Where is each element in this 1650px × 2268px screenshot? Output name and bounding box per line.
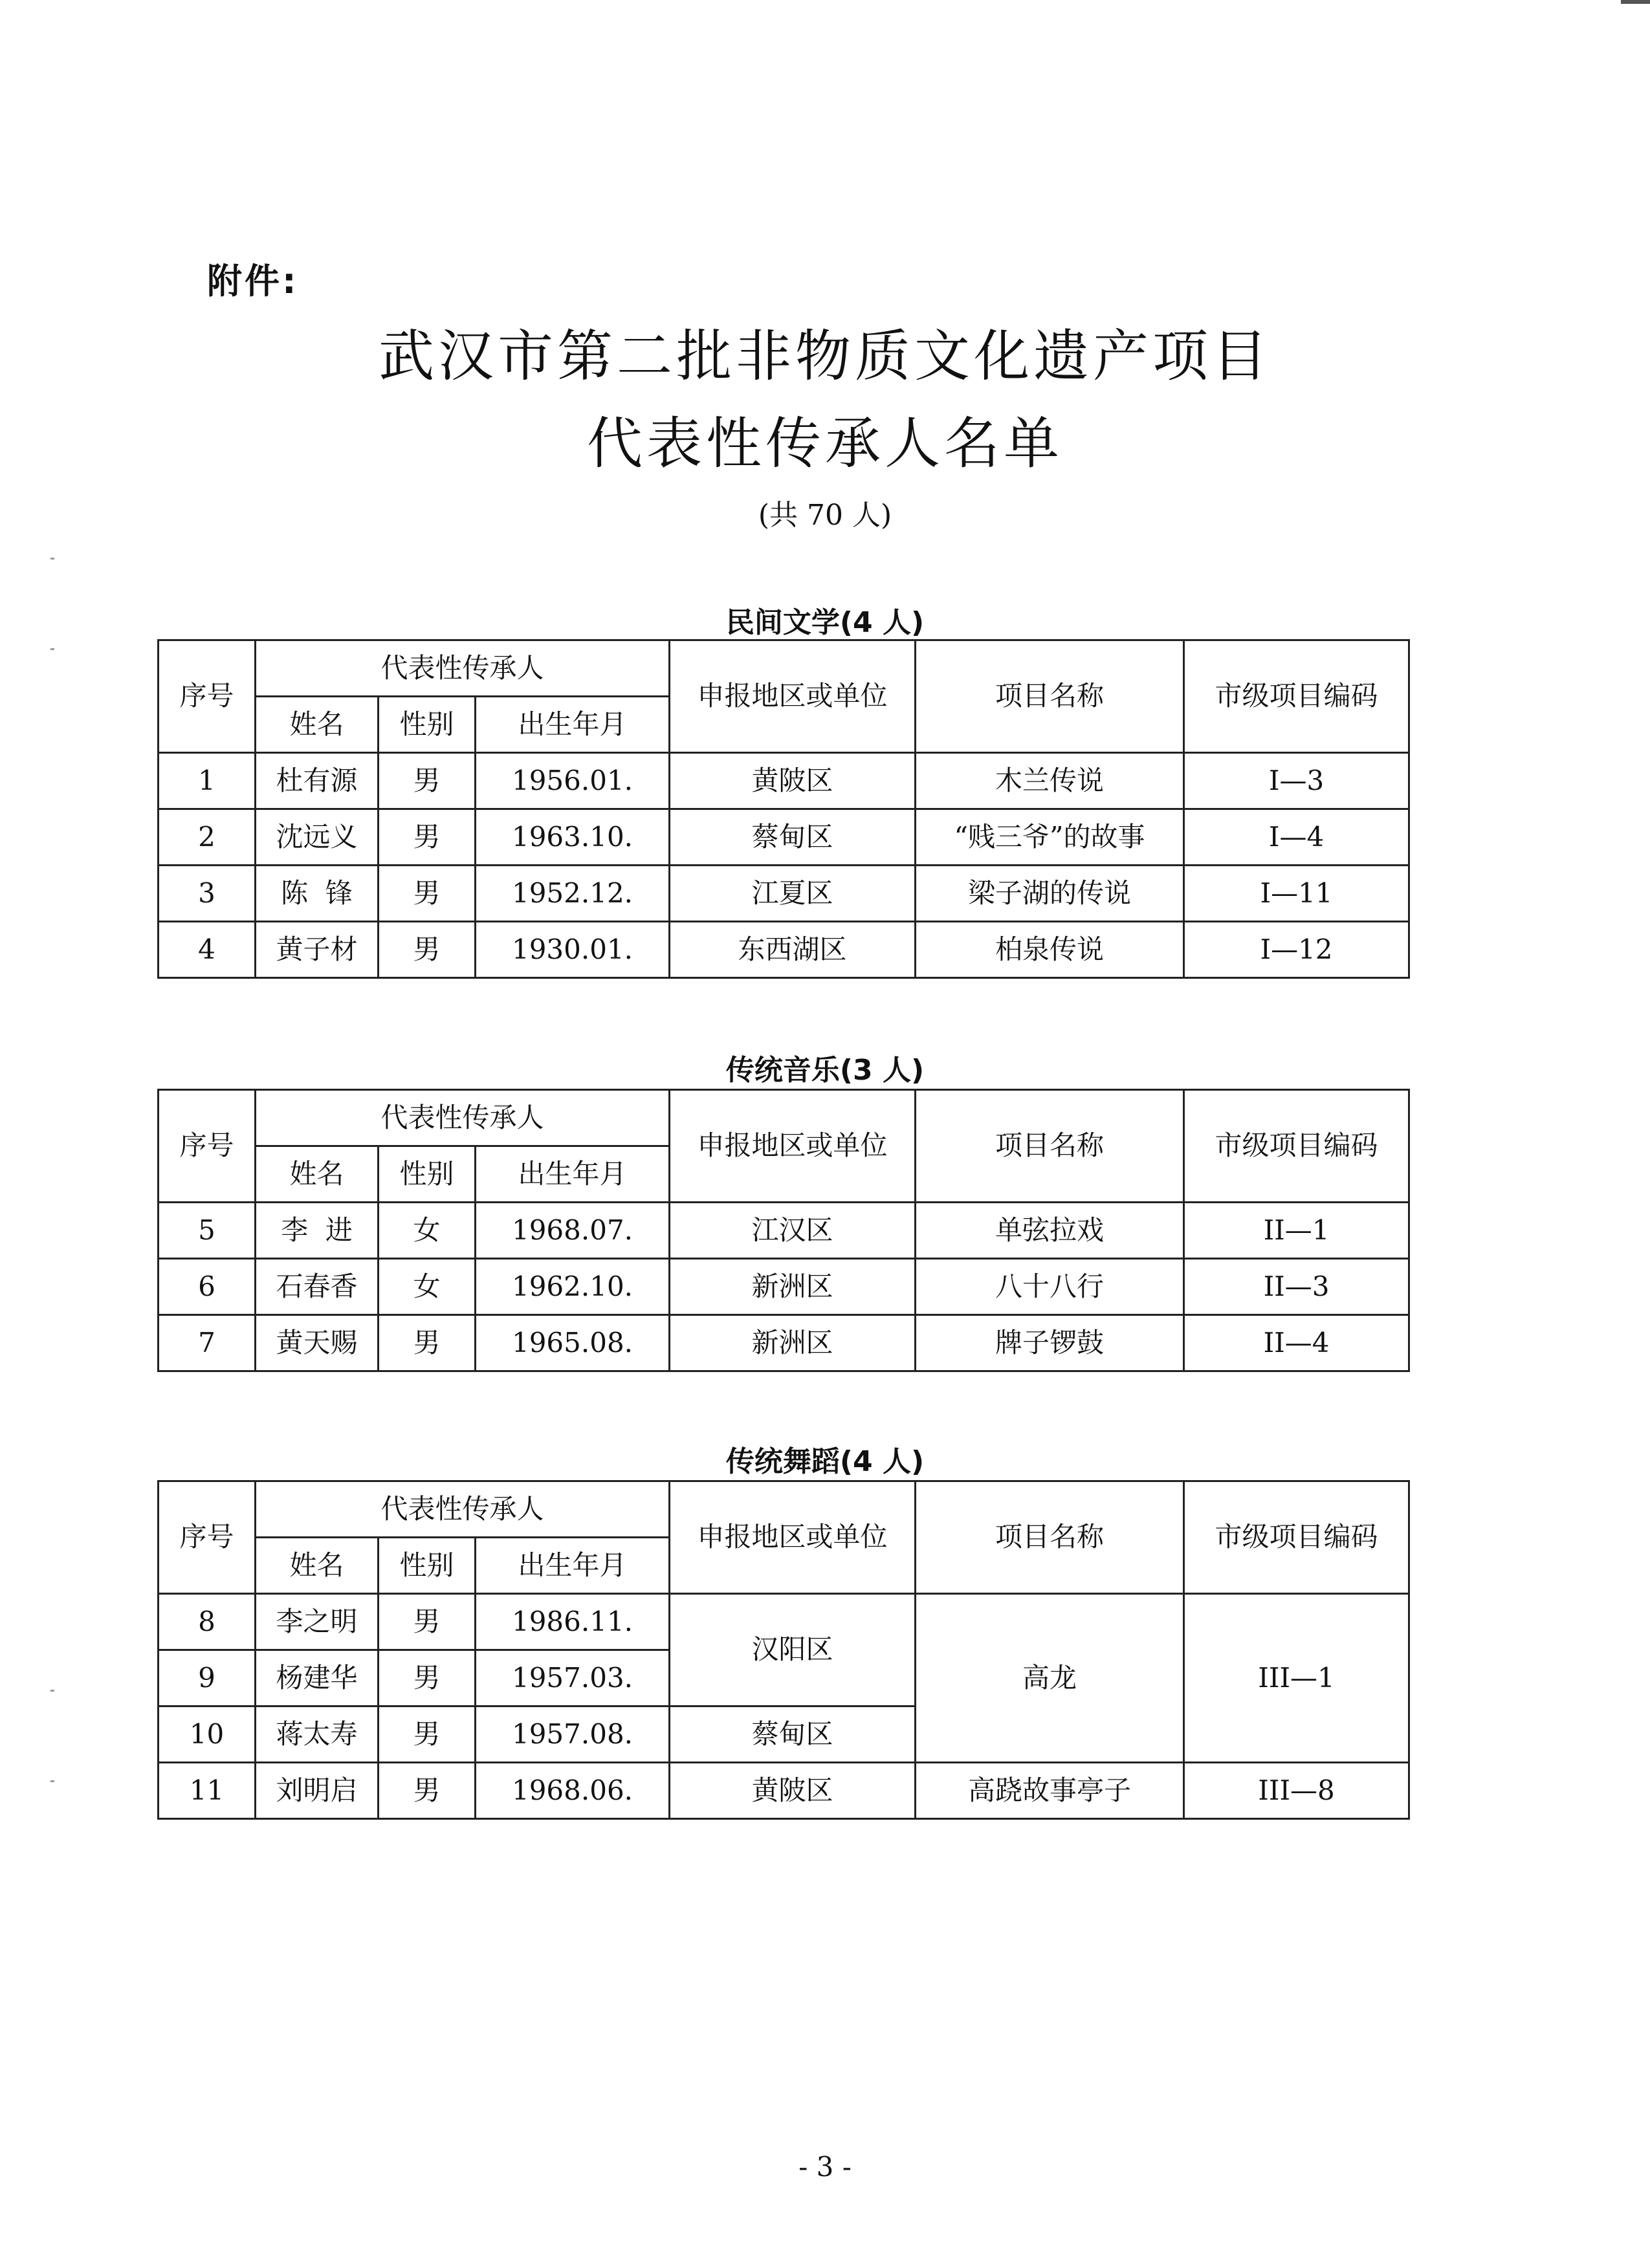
- cell-birth: 1962.10.: [476, 1259, 670, 1315]
- cell-seq: 10: [159, 1706, 256, 1763]
- cell-gender: 男: [379, 1594, 476, 1650]
- cell-region-merged: 汉阳区: [670, 1594, 916, 1706]
- cell-region: 新洲区: [670, 1259, 916, 1315]
- header-gender: 性别: [379, 1538, 476, 1594]
- document-title-line1: 武汉市第二批非物质文化遗产项目: [379, 324, 1271, 389]
- attachment-label: 附件:: [207, 261, 299, 301]
- cell-seq: 1: [159, 753, 256, 809]
- header-inheritor: 代表性传承人: [256, 1090, 670, 1146]
- cell-region: 新洲区: [670, 1315, 916, 1371]
- header-project: 项目名称: [916, 1481, 1184, 1594]
- cell-seq: 5: [159, 1203, 256, 1259]
- header-seq: 序号: [159, 1090, 256, 1203]
- cell-region: 蔡甸区: [670, 1706, 916, 1763]
- header-code: 市级项目编码: [1184, 1481, 1409, 1594]
- cell-name: 沈远义: [256, 809, 379, 866]
- cell-project-merged: 高龙: [916, 1594, 1184, 1763]
- header-name: 姓名: [256, 1146, 379, 1203]
- table-row: [159, 1203, 1409, 1259]
- table-header-row: [159, 1481, 1409, 1538]
- page-number: - 3 -: [798, 2151, 852, 2183]
- table-folk-literature: [157, 639, 1410, 979]
- section-heading-folk-literature: 民间文学(4 人): [725, 606, 925, 639]
- cell-project: 木兰传说: [916, 753, 1184, 809]
- cell-name: 石春香: [256, 1259, 379, 1315]
- section-heading-traditional-music: 传统音乐(3 人): [725, 1054, 925, 1087]
- table-traditional-music: [157, 1089, 1410, 1372]
- cell-project: 高跷故事亭子: [916, 1763, 1184, 1819]
- cell-seq: 6: [159, 1259, 256, 1315]
- cell-birth: 1952.12.: [476, 866, 670, 922]
- cell-region: 江夏区: [670, 866, 916, 922]
- header-name: 姓名: [256, 697, 379, 753]
- cell-gender: 男: [379, 753, 476, 809]
- header-seq: 序号: [159, 640, 256, 753]
- cell-seq: 11: [159, 1763, 256, 1819]
- header-gender: 性别: [379, 1146, 476, 1203]
- cell-code: II—1: [1184, 1203, 1409, 1259]
- cell-region: 江汉区: [670, 1203, 916, 1259]
- cell-code: II—3: [1184, 1259, 1409, 1315]
- table-row: [159, 1594, 1409, 1650]
- scan-speck: [50, 1690, 54, 1692]
- cell-name: 黄子材: [256, 922, 379, 978]
- cell-project: 八十八行: [916, 1259, 1184, 1315]
- cell-seq: 7: [159, 1315, 256, 1371]
- cell-birth: 1957.03.: [476, 1650, 670, 1706]
- table-row: [159, 753, 1409, 809]
- cell-birth: 1965.08.: [476, 1315, 670, 1371]
- cell-project: “贱三爷”的故事: [916, 809, 1184, 866]
- cell-name: 杨建华: [256, 1650, 379, 1706]
- table-row: [159, 1259, 1409, 1315]
- cell-name: 蒋太寿: [256, 1706, 379, 1763]
- table-header-row: [159, 640, 1409, 697]
- cell-region: 蔡甸区: [670, 809, 916, 866]
- cell-code-merged: III—1: [1184, 1594, 1409, 1763]
- cell-birth: 1986.11.: [476, 1594, 670, 1650]
- cell-name: 李之明: [256, 1594, 379, 1650]
- section-heading-traditional-dance: 传统舞蹈(4 人): [725, 1445, 925, 1478]
- cell-name: 刘明启: [256, 1763, 379, 1819]
- cell-seq: 9: [159, 1650, 256, 1706]
- header-code: 市级项目编码: [1184, 1090, 1409, 1203]
- cell-seq: 3: [159, 866, 256, 922]
- cell-gender: 男: [379, 866, 476, 922]
- header-birth: 出生年月: [476, 697, 670, 753]
- cell-region: 东西湖区: [670, 922, 916, 978]
- cell-gender: 男: [379, 809, 476, 866]
- header-name: 姓名: [256, 1538, 379, 1594]
- cell-birth: 1968.06.: [476, 1763, 670, 1819]
- header-region: 申报地区或单位: [670, 640, 916, 753]
- header-inheritor: 代表性传承人: [256, 640, 670, 697]
- table-header-row: [159, 1090, 1409, 1146]
- header-birth: 出生年月: [476, 1538, 670, 1594]
- cell-code: I—11: [1184, 866, 1409, 922]
- cell-seq: 8: [159, 1594, 256, 1650]
- cell-code: I—3: [1184, 753, 1409, 809]
- cell-gender: 女: [379, 1203, 476, 1259]
- cell-gender: 男: [379, 922, 476, 978]
- header-gender: 性别: [379, 697, 476, 753]
- cell-birth: 1957.08.: [476, 1706, 670, 1763]
- cell-name: 杜有源: [256, 753, 379, 809]
- header-seq: 序号: [159, 1481, 256, 1594]
- cell-code: I—12: [1184, 922, 1409, 978]
- scan-speck: [50, 648, 54, 650]
- scan-speck: [50, 1780, 54, 1782]
- cell-gender: 男: [379, 1650, 476, 1706]
- total-count: (共 70 人): [758, 499, 892, 532]
- cell-name: 黄天赐: [256, 1315, 379, 1371]
- table-row: [159, 922, 1409, 978]
- header-region: 申报地区或单位: [670, 1481, 916, 1594]
- cell-project: 单弦拉戏: [916, 1203, 1184, 1259]
- cell-name: 陈 锋: [256, 866, 379, 922]
- cell-birth: 1963.10.: [476, 809, 670, 866]
- cell-gender: 男: [379, 1763, 476, 1819]
- cell-gender: 女: [379, 1259, 476, 1315]
- cell-gender: 男: [379, 1706, 476, 1763]
- cell-code: II—4: [1184, 1315, 1409, 1371]
- header-code: 市级项目编码: [1184, 640, 1409, 753]
- cell-birth: 1968.07.: [476, 1203, 670, 1259]
- header-inheritor: 代表性传承人: [256, 1481, 670, 1538]
- cell-gender: 男: [379, 1315, 476, 1371]
- header-birth: 出生年月: [476, 1146, 670, 1203]
- cell-name: 李 进: [256, 1203, 379, 1259]
- document-title-line2: 代表性传承人名单: [587, 411, 1063, 476]
- cell-project: 梁子湖的传说: [916, 866, 1184, 922]
- header-project: 项目名称: [916, 640, 1184, 753]
- cell-code: III—8: [1184, 1763, 1409, 1819]
- table-traditional-dance: [157, 1480, 1410, 1820]
- table-row: [159, 809, 1409, 866]
- table-row: [159, 1763, 1409, 1819]
- cell-seq: 2: [159, 809, 256, 866]
- cell-code: I—4: [1184, 809, 1409, 866]
- cell-birth: 1956.01.: [476, 753, 670, 809]
- scan-speck: [50, 558, 54, 560]
- table-row: [159, 1315, 1409, 1371]
- cell-region: 黄陂区: [670, 753, 916, 809]
- cell-region: 黄陂区: [670, 1763, 916, 1819]
- cell-birth: 1930.01.: [476, 922, 670, 978]
- cell-seq: 4: [159, 922, 256, 978]
- scan-edge-mark: [1621, 0, 1650, 4]
- header-region: 申报地区或单位: [670, 1090, 916, 1203]
- header-project: 项目名称: [916, 1090, 1184, 1203]
- cell-project: 牌子锣鼓: [916, 1315, 1184, 1371]
- table-row: [159, 866, 1409, 922]
- cell-project: 柏泉传说: [916, 922, 1184, 978]
